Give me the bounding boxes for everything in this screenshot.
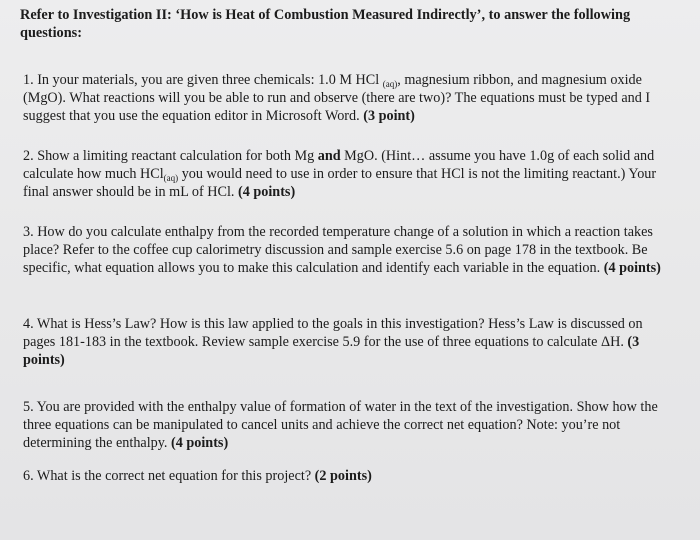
question-2-bold-and: and — [317, 148, 341, 164]
question-2-points: (4 points) — [238, 183, 296, 200]
question-1 — [23, 72, 677, 125]
question-6-points: (2 points) — [314, 468, 372, 484]
question-4-points: (3 points) — [23, 333, 640, 368]
question-2-text-b: MgO. (Hint… assume you have 1.0g of each solid and calculate how much HCl — [23, 148, 655, 182]
question-4 — [23, 316, 677, 369]
question-5-text: 5. You are provided with the enthalpy value of formation of water in the text of the investigation. Show how the three equations can be manipulated to cancel units and achieve the correct net equation? Note: you’re not determining the enthalpy. — [23, 399, 658, 451]
question-2-subscript: (aq) — [163, 172, 179, 183]
question-3 — [23, 224, 677, 277]
question-2-text-a: 2. Show a limiting reactant calculation for both Mg — [23, 148, 318, 164]
question-1-points: (3 point) — [363, 107, 415, 124]
question-4-text: 4. What is Hess’s Law? How is this law applied to the goals in this investigation? Hess’s Law is discussed on pages 181-183 in the textbook. Review sample exercise 5.9 for the use of three equations to calculate ΔH. — [23, 316, 643, 350]
question-1-text-b: , magnesium ribbon, and magnesium oxide (MgO). What reactions will you be able to run and observe (there are two)? The equations must be typed and I suggest that you use the equation editor in Microsoft Word. — [23, 72, 651, 124]
question-5-points: (4 points) — [171, 434, 229, 451]
question-1-text-a: 1. In your materials, you are given three chemicals: 1.0 M HCl — [23, 72, 383, 88]
question-1-subscript: (aq) — [382, 79, 398, 89]
question-6 — [23, 468, 677, 486]
question-6-text: 6. What is the correct net equation for this project? — [23, 468, 315, 484]
question-3-text: 3. How do you calculate enthalpy from the recorded temperature change of a solution in which a reaction takes place? Refer to the coffee cup calorimetry discussion and sample exercise 5.6 on page 178 in the textbook. Be specific, what equation allows you to make this calculation and identify each variable in the equation. — [23, 224, 653, 276]
question-2 — [23, 148, 677, 201]
question-3-points: (4 points) — [603, 259, 661, 276]
question-5 — [23, 399, 677, 452]
question-2-text-c: you would need to use in order to ensure that HCl is not the limiting reactant.) Your final answer should be in mL of HCl. — [23, 165, 657, 200]
heading-text: Refer to Investigation II: ‘How is Heat of Combustion Measured Indirectly’, to answer the following questions: — [20, 7, 631, 41]
instructions-heading — [20, 6, 660, 42]
